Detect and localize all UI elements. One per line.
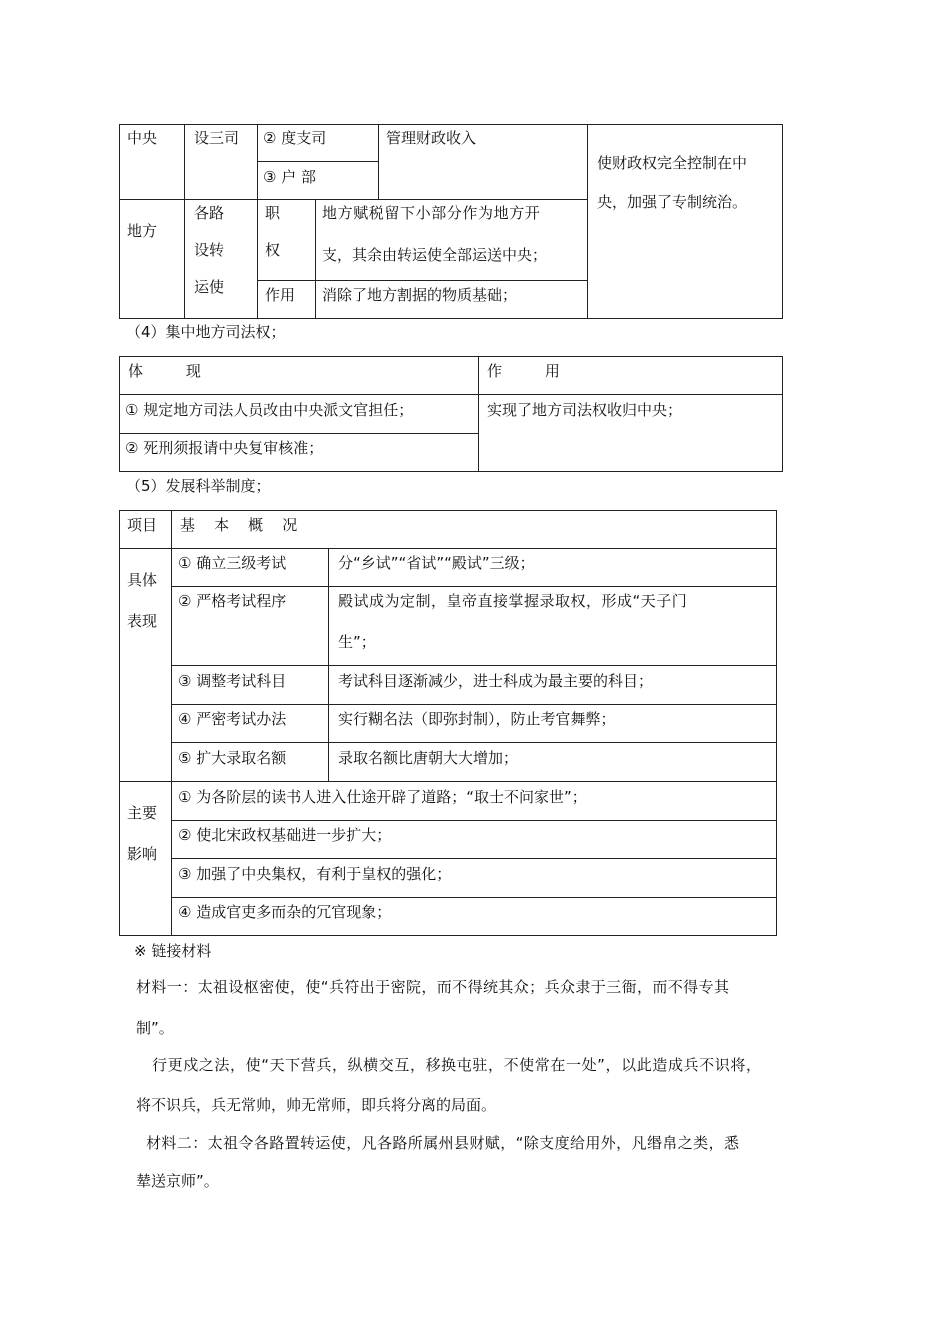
rule: [184, 124, 185, 319]
rule: [257, 161, 378, 162]
judicial-head-effect: 作 用: [487, 362, 560, 380]
link-title: ※ 链接材料: [134, 942, 212, 960]
rule: [119, 356, 783, 357]
rule: [171, 897, 777, 898]
rule: [378, 124, 379, 200]
material-1-line-4: 将不识兵，兵无常帅，帅无常师，即兵将分离的局面。: [136, 1096, 497, 1114]
material-1-line-3: 行更戍之法，使“天下营兵，纵横交互，移换屯驻，不使常在一处”，以此造成兵不识将，: [152, 1056, 762, 1074]
exam-item-4: ④ 严密考试办法: [178, 710, 287, 728]
cell-zhuanyun-3: 运使: [194, 278, 225, 296]
rule: [119, 510, 777, 511]
judicial-effect-text: 实现了地方司法权收归中央；: [487, 401, 683, 419]
rule: [119, 471, 783, 472]
cell-duzhi: ② 度支司: [263, 129, 327, 147]
rule: [171, 665, 777, 666]
exam-item-2: ② 严格考试程序: [178, 592, 287, 610]
exam-item-3: ③ 调整考试科目: [178, 672, 287, 690]
exam-impact-1: 主要: [127, 804, 158, 822]
cell-zhiquan-1: 职: [265, 204, 281, 222]
exam-impact-row-3: ③ 加强了中央集权，有利于皇权的强化；: [178, 865, 452, 883]
exam-desc-1: 分“乡试”“省试”“殿试”三级；: [338, 554, 535, 572]
rule: [119, 124, 783, 125]
material-2-line-2: 辇送京师”。: [136, 1172, 219, 1190]
exam-item-5: ⑤ 扩大录取名额: [178, 749, 287, 767]
cell-zuoyong-text: 消除了地方割据的物质基础；: [322, 286, 518, 304]
exam-desc-4: 实行糊名法（即弥封制），防止考官舞弊；: [338, 710, 616, 728]
rule: [171, 742, 777, 743]
rule: [257, 124, 258, 319]
rule: [119, 394, 783, 395]
rule: [119, 318, 783, 319]
cell-effect-line2: 央，加强了专制统治。: [597, 193, 748, 211]
rule: [119, 781, 777, 782]
exam-item-1: ① 确立三级考试: [178, 554, 287, 572]
heading-judicial: （4）集中地方司法权；: [126, 323, 286, 341]
exam-desc-2b: 生”；: [338, 633, 376, 651]
rule: [171, 820, 777, 821]
rule: [171, 586, 777, 587]
material-1-line-2: 制”。: [136, 1019, 174, 1037]
rule: [587, 124, 588, 319]
judicial-head-embody: 体 现: [128, 362, 201, 380]
rule: [171, 704, 777, 705]
rule: [315, 199, 316, 319]
material-2-line-1: 材料二：太祖令各路置转运使，凡各路所属州县财赋，“除支度给用外，凡缗帛之类，悉: [146, 1134, 740, 1152]
rule: [119, 935, 777, 936]
judicial-row-2: ② 死刑须报请中央复审核准；: [125, 439, 324, 457]
rule: [257, 280, 587, 281]
cell-zuoyong: 作用: [265, 286, 296, 304]
exam-concrete-1: 具体: [127, 571, 158, 589]
rule: [119, 510, 120, 936]
cell-zhiquan-2: 权: [265, 241, 281, 259]
cell-zhiquan-text-1: 地方赋税留下小部分作为地方开: [322, 204, 541, 222]
cell-central: 中央: [127, 129, 158, 147]
exam-desc-3: 考试科目逐渐减少，进士科成为最主要的科目；: [338, 672, 654, 690]
exam-impact-row-2: ② 使北宋政权基础进一步扩大；: [178, 826, 392, 844]
cell-three-offices: 设三司: [194, 129, 240, 147]
cell-zhuanyun-2: 设转: [194, 241, 225, 259]
rule: [171, 858, 777, 859]
exam-head-content: 基 本 概 况: [180, 516, 298, 534]
exam-desc-2: 殿试成为定制，皇帝直接掌握录取权，形成“天子门: [338, 592, 688, 610]
cell-zhuanyun-1: 各路: [194, 204, 225, 222]
rule: [328, 548, 329, 782]
rule: [119, 356, 120, 472]
rule: [119, 199, 587, 200]
cell-manage-revenue: 管理财政收入: [386, 129, 477, 147]
exam-impact-row-4: ④ 造成官吏多而杂的冗官现象；: [178, 903, 392, 921]
cell-local: 地方: [127, 222, 158, 240]
rule: [171, 510, 172, 936]
cell-hubu: ③ 户 部: [263, 168, 316, 186]
exam-impact-row-1: ① 为各阶层的读书人进入仕途开辟了道路；“取士不问家世”；: [178, 788, 587, 806]
exam-desc-5: 录取名额比唐朝大大增加；: [338, 749, 519, 767]
exam-head-item: 项目: [127, 516, 158, 534]
rule: [782, 356, 783, 472]
exam-concrete-2: 表现: [127, 612, 158, 630]
material-1-line-1: 材料一：太祖设枢密使，使“兵符出于密院，而不得统其众；兵众隶于三衙，而不得专其: [136, 978, 730, 996]
rule: [782, 124, 783, 319]
cell-zhiquan-text-2: 支，其余由转运使全部运送中央；: [322, 246, 548, 264]
rule: [776, 510, 777, 936]
exam-impact-2: 影响: [127, 845, 158, 863]
rule: [119, 433, 478, 434]
rule: [478, 356, 479, 472]
heading-exam: （5）发展科举制度；: [126, 477, 271, 495]
rule: [119, 124, 120, 319]
cell-effect-line1: 使财政权完全控制在中: [597, 154, 748, 172]
rule: [119, 548, 777, 549]
judicial-row-1: ① 规定地方司法人员改由中央派文官担任；: [125, 401, 414, 419]
